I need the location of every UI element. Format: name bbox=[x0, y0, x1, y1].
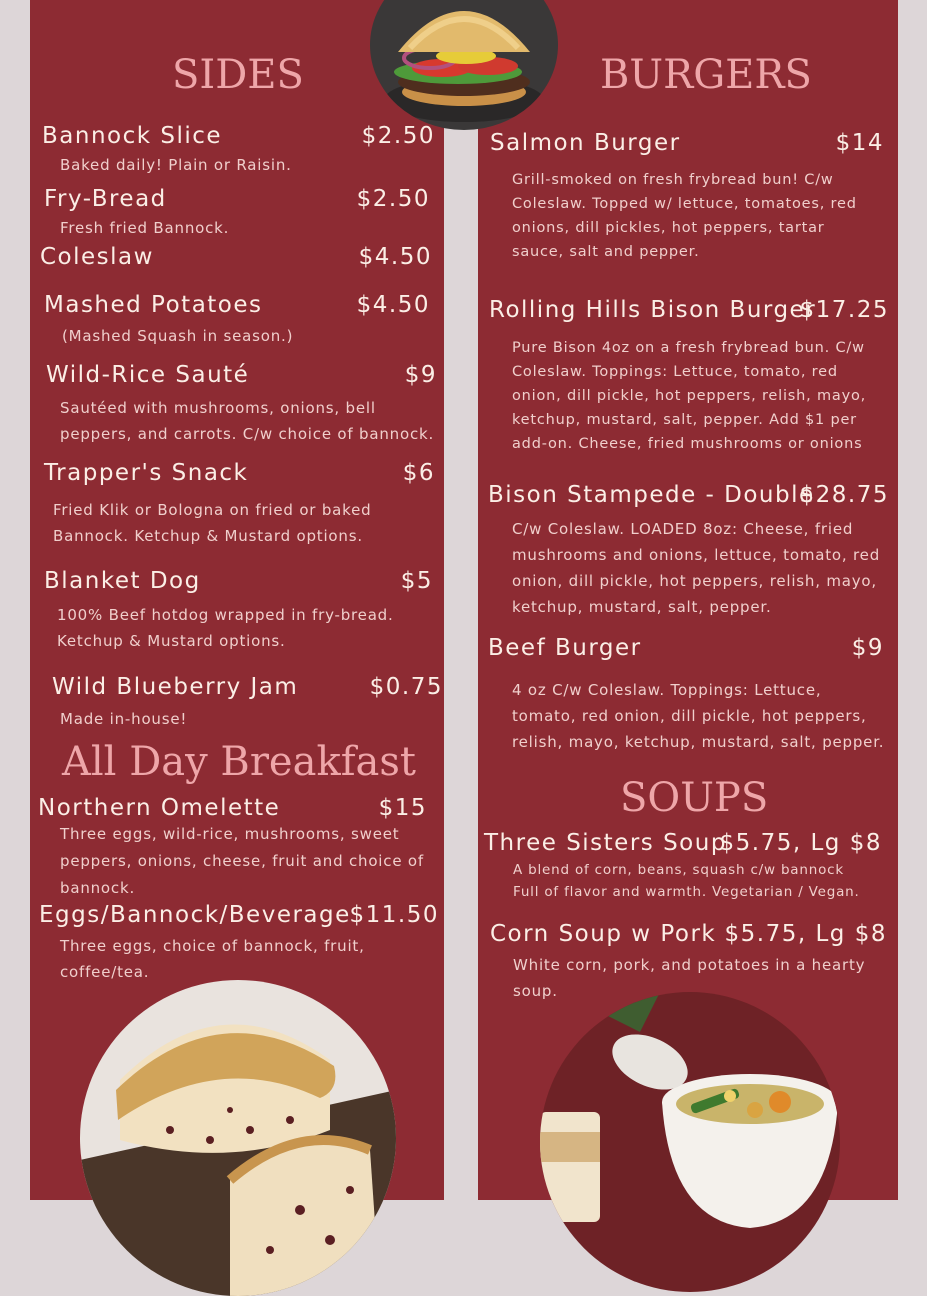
item-price: $14 bbox=[835, 130, 884, 156]
item-name: Wild Blueberry Jam bbox=[52, 674, 299, 700]
burgers-heading: BURGERS bbox=[600, 52, 812, 98]
item-name: Fry-Bread bbox=[44, 186, 167, 212]
item-price: $15 bbox=[378, 795, 427, 821]
item-name: Bannock Slice bbox=[42, 123, 223, 149]
item-name: Corn Soup w Pork bbox=[490, 921, 717, 947]
item-description: (Mashed Squash in season.) bbox=[62, 327, 294, 345]
item-description: 4 oz C/w Coleslaw. Toppings: Lettuce, tomato, red onion, dill pickle, hot peppers, relish, mayo, ketchup, mustard, salt, pepper. bbox=[512, 681, 885, 751]
item-price: $4.50 bbox=[358, 244, 432, 270]
item-price: $4.50 bbox=[356, 292, 430, 318]
item-description: Grill-smoked on fresh frybread bun! C/w Coleslaw. Topped w/ lettuce, tomatoes, red onions, dill pickles, hot peppers, tartar sauce, salt and pepper. bbox=[512, 172, 857, 260]
item-name: Rolling Hills Bison Burger bbox=[489, 297, 817, 323]
item-price: $28.75 bbox=[799, 482, 889, 508]
item-price: $5.75, Lg $8 bbox=[719, 830, 882, 856]
item-description: Baked daily! Plain or Raisin. bbox=[60, 156, 292, 174]
item-description: Full of flavor and warmth. Vegetarian / Vegan. bbox=[513, 884, 860, 900]
item-price: $9 bbox=[404, 362, 437, 388]
item-price: $6 bbox=[402, 460, 435, 486]
sides-heading: SIDES bbox=[172, 52, 304, 98]
item-price: $2.50 bbox=[361, 123, 435, 149]
item-description: White corn, pork, and potatoes in a hearty soup. bbox=[513, 956, 866, 1000]
item-name: Trapper's Snack bbox=[44, 460, 249, 486]
item-price: $5.75, Lg $8 bbox=[724, 921, 887, 947]
item-description: Fresh fried Bannock. bbox=[60, 219, 230, 237]
item-description: A blend of corn, beans, squash c/w bannock bbox=[513, 862, 844, 878]
item-name: Mashed Potatoes bbox=[44, 292, 263, 318]
item-description: Pure Bison 4oz on a fresh frybread bun. C/w Coleslaw. Toppings: Lettuce, tomato, red onion, dill pickle, hot peppers, relish, mayo, ketchup, mustard, salt, pepper. Add $1 per add-on. Cheese, fried mushrooms or onions bbox=[512, 340, 867, 452]
item-description: Fried Klik or Bologna on fried or baked Bannock. Ketchup & Mustard options. bbox=[53, 501, 372, 545]
item-name: Northern Omelette bbox=[38, 795, 281, 821]
item-description: 100% Beef hotdog wrapped in fry-bread. Ketchup & Mustard options. bbox=[57, 606, 394, 650]
item-name: Coleslaw bbox=[40, 244, 154, 270]
soup-bowl-photo bbox=[540, 992, 840, 1292]
item-description: Three eggs, wild-rice, mushrooms, sweet peppers, onions, cheese, fruit and choice of bannock. bbox=[60, 825, 424, 897]
item-name: Wild-Rice Sauté bbox=[46, 362, 250, 388]
breakfast-heading: All Day Breakfast bbox=[62, 739, 416, 785]
item-description: Made in-house! bbox=[60, 710, 188, 728]
bannock-bread-photo bbox=[80, 980, 396, 1296]
soup-illustration bbox=[540, 992, 840, 1292]
item-price: $11.50 bbox=[349, 902, 439, 928]
item-name: Three Sisters Soup bbox=[484, 830, 727, 856]
item-price: $5 bbox=[400, 568, 433, 594]
bannock-illustration bbox=[80, 980, 396, 1296]
soups-heading: SOUPS bbox=[620, 775, 769, 821]
item-description: C/w Coleslaw. LOADED 8oz: Cheese, fried mushrooms and onions, lettuce, tomato, red onion, dill pickle, hot peppers, relish, mayo, ketchup, mustard, salt, pepper. bbox=[512, 520, 881, 616]
item-name: Salmon Burger bbox=[490, 130, 681, 156]
item-name: Beef Burger bbox=[488, 635, 642, 661]
item-price: $9 bbox=[851, 635, 884, 661]
item-price: $2.50 bbox=[356, 186, 430, 212]
item-name: Eggs/Bannock/Beverage bbox=[39, 902, 351, 928]
item-price: $17.25 bbox=[799, 297, 889, 323]
item-description: Sautéed with mushrooms, onions, bell peppers, and carrots. C/w choice of bannock. bbox=[60, 399, 435, 443]
item-name: Blanket Dog bbox=[44, 568, 201, 594]
item-name: Bison Stampede - Double bbox=[488, 482, 815, 508]
item-price: $0.75 bbox=[369, 674, 443, 700]
item-description: Three eggs, choice of bannock, fruit, coffee/tea. bbox=[60, 937, 365, 981]
